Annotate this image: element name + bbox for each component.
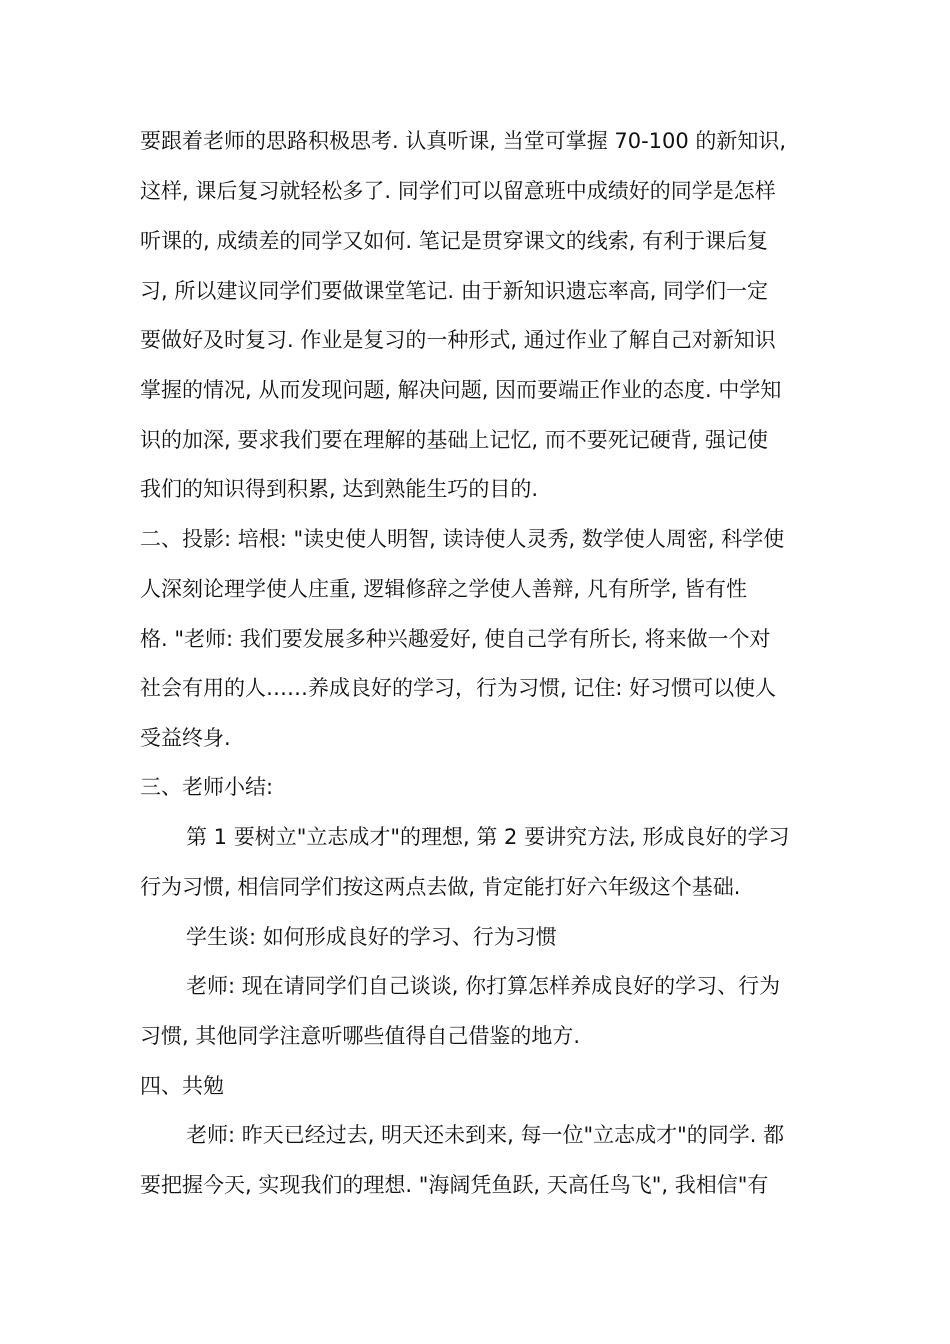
- text-line: 这样, 课后复习就轻松多了. 同学们可以留意班中成绩好的同学是怎样: [140, 179, 776, 203]
- text-line: 格. "老师: 我们要发展多种兴趣爱好, 使自己学有所长, 将来做一个对: [140, 627, 771, 651]
- section-heading-2: 二、投影: 培根: "读史使人明智, 读诗使人灵秀, 数学使人周密, 科学使: [140, 527, 785, 551]
- text-line: 识的加深, 要求我们要在理解的基础上记忆, 而不要死记硬背, 强记使: [140, 428, 769, 452]
- text-line: 我们的知识得到积累, 达到熟能生巧的目的.: [140, 477, 539, 501]
- text-line: 听课的, 成绩差的同学又如何. 笔记是贯穿课文的线索, 有利于课后复: [140, 229, 769, 253]
- text-line: 习惯, 其他同学注意听哪些值得自己借鉴的地方.: [140, 1024, 581, 1048]
- text-line: 要做好及时复习. 作业是复习的一种形式, 通过作业了解自己对新知识: [140, 328, 776, 352]
- text-line: 掌握的情况, 从而发现问题, 解决问题, 因而要端正作业的态度. 中学知: [140, 378, 782, 402]
- text-line: 学生谈: 如何形成良好的学习、行为习惯: [186, 925, 557, 949]
- text-line: 人深刻论理学使人庄重, 逻辑修辞之学使人善辩, 凡有所学, 皆有性: [140, 577, 748, 601]
- text-line: 要跟着老师的思路积极思考. 认真听课, 当堂可掌握 70-100 的新知识,: [140, 129, 787, 153]
- section-heading-3: 三、老师小结:: [140, 775, 274, 799]
- text-line: 行为习惯, 相信同学们按这两点去做, 肯定能打好六年级这个基础.: [140, 875, 741, 899]
- section-heading-4: 四、共勉: [140, 1074, 224, 1098]
- text-line: 要把握今天, 实现我们的理想. "海阔凭鱼跃, 天高任鸟飞", 我相信"有: [140, 1173, 769, 1197]
- text-line: 社会有用的人……养成良好的学习，行为习惯, 记住: 好习惯可以使人: [140, 676, 777, 700]
- text-line: 第 1 要树立"立志成才"的理想, 第 2 要讲究方法, 形成良好的学习: [186, 825, 790, 849]
- text-line: 老师: 昨天已经过去, 明天还未到来, 每一位"立志成才"的同学. 都: [186, 1123, 785, 1147]
- text-line: 习, 所以建议同学们要做课堂笔记. 由于新知识遗忘率高, 同学们一定: [140, 279, 769, 303]
- text-line: 老师: 现在请同学们自己谈谈, 你打算怎样养成良好的学习、行为: [186, 974, 781, 998]
- text-line: 受益终身.: [140, 726, 231, 750]
